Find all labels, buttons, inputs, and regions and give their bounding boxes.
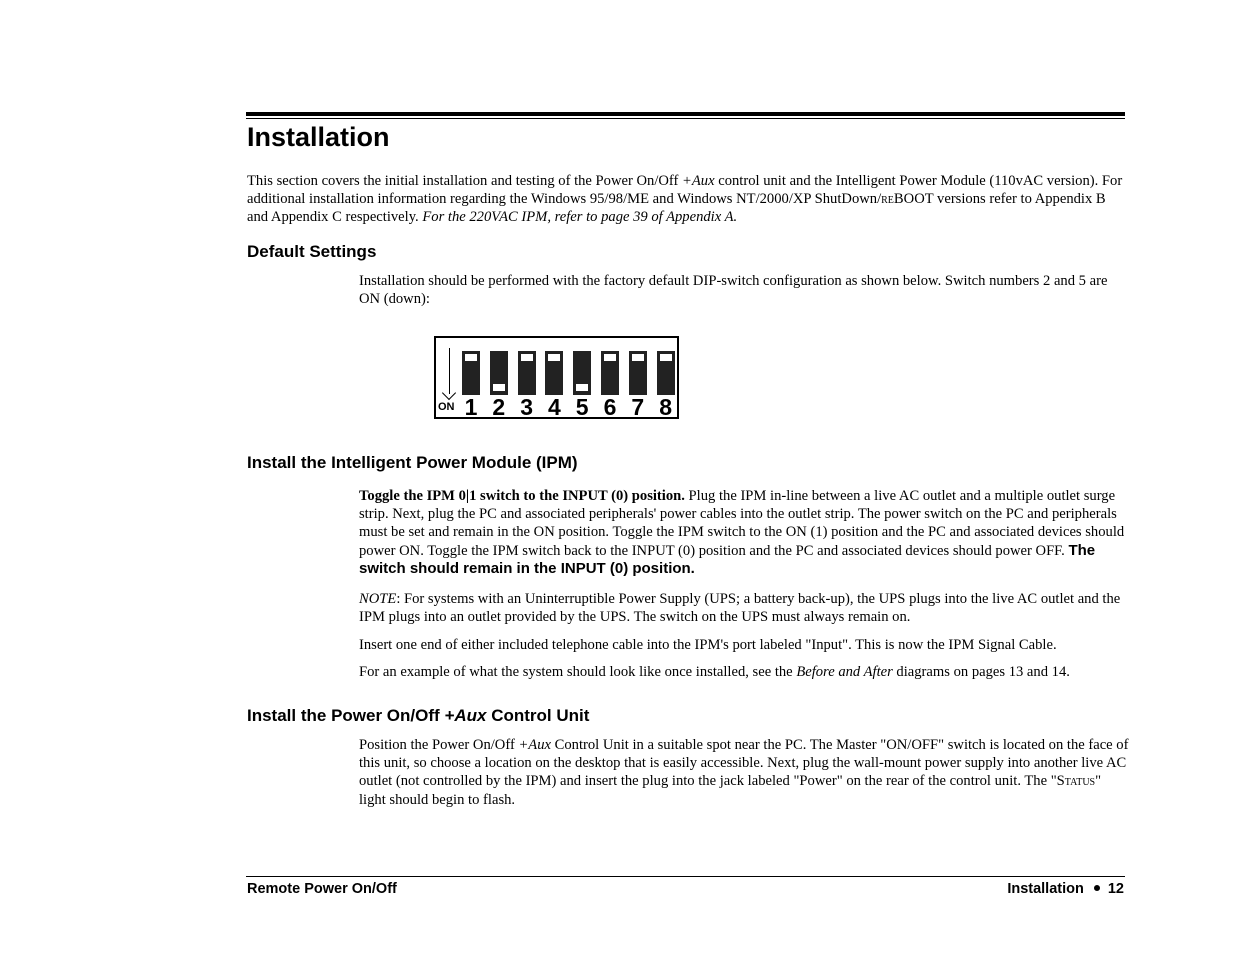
header-rule-thick [246,112,1125,116]
control-unit-paragraph: Position the Power On/Off +Aux Control Unit in a suitable spot near the PC. The Master "ON/OFF" switch is located on the face of this unit, so choose a location on the desktop that is easily accessible. Next, plug the wall-mount power supply into another live AC outlet (not controlled by the IPM) and insert the plug into the jack labeled "Power" on the rear of the control unit. The "Status" light should begin to flash. [359,737,1129,808]
dip-switch-knob [632,354,644,361]
dip-switch-knob [465,354,477,361]
dip-switch-number: 5 [575,394,589,420]
ipm-paragraph: Toggle the IPM 0|1 switch to the INPUT (0) position. Plug the IPM in-line between a live AC outlet and a multiple outlet surge strip. Next, plug the PC and associated peripherals' power cables into the outlet strip. The power switch on the PC and peripherals must be set and remain in the ON position. Toggle the IPM switch to the ON (1) position and the PC and associated devices should power ON. Toggle the IPM switch back to the INPUT (0) position and the PC and associated devices should power OFF. The switch should remain in the INPUT (0) position. [359,488,1125,577]
dip-switch-knob [548,354,560,361]
header-rule-thin [246,118,1125,119]
dip-switch-4 [545,351,563,395]
dip-switch-diagram [434,336,679,419]
ipm-section-heading: Install the Intelligent Power Module (IPM) [247,453,578,472]
dip-switch-7 [629,351,647,395]
footer-section: Installation [1007,881,1084,897]
control-unit-heading: Install the Power On/Off +Aux Control Unit [247,706,590,725]
default-settings-heading: Default Settings [247,242,377,261]
dip-switch-knob [521,354,533,361]
ups-note-paragraph: NOTE: For systems with an Uninterruptible Power Supply (UPS; a battery back-up), the UPS plugs into the live AC outlet and the IPM plugs into an outlet provided by the UPS. The switch on the UPS must always remain on. [359,591,1121,626]
dip-switch-number: 2 [492,394,506,420]
dip-switch-number: 1 [464,394,478,420]
on-label: ON [438,401,455,413]
dip-switch-number: 8 [659,394,672,420]
page-title: Installation [247,122,390,152]
dip-switch-6 [601,351,619,395]
dip-switch-knob [576,384,588,391]
dip-switch-number: 6 [603,394,617,420]
footer-rule [246,876,1125,877]
dip-switch-number: 4 [547,394,561,420]
dip-switch-knob [493,384,505,391]
dip-switch-5 [573,351,591,395]
intro-paragraph: This section covers the initial installation and testing of the Power On/Off +Aux control unit and the Intelligent Power Module (110vAC version). For additional installation information regarding the Windows 95/98/ME and Windows NT/2000/XP ShutDown/reBOOT versions refer to Appendix B and Appendix C respectively. For the 220VAC IPM, refer to page 39 of Appendix A. [247,173,1123,226]
dip-switch-1 [462,351,480,395]
arrow-head-icon [442,386,456,400]
example-paragraph: For an example of what the system should look like once installed, see the Before and After diagrams on pages 13 and 14. [359,664,1070,680]
default-settings-paragraph: Installation should be performed with the factory default DIP-switch configuration as shown below. Switch numbers 2 and 5 are ON (down): [359,273,1108,308]
dip-switch-knob [604,354,616,361]
dip-switch-2 [490,351,508,395]
page-number: 12 [1107,881,1124,897]
bullet-icon [1094,885,1100,891]
signal-cable-paragraph: Insert one end of either included telephone cable into the IPM's port labeled "Input". This is now the IPM Signal Cable. [359,637,1057,653]
footer-title: Remote Power On/Off [247,881,397,897]
footer-page-info [1007,880,1124,898]
dip-switch-3 [518,351,536,395]
dip-switch-number: 7 [631,394,645,420]
dip-switch-number: 3 [520,394,533,420]
dip-switch-knob [660,354,672,361]
dip-switch-8 [657,351,675,395]
